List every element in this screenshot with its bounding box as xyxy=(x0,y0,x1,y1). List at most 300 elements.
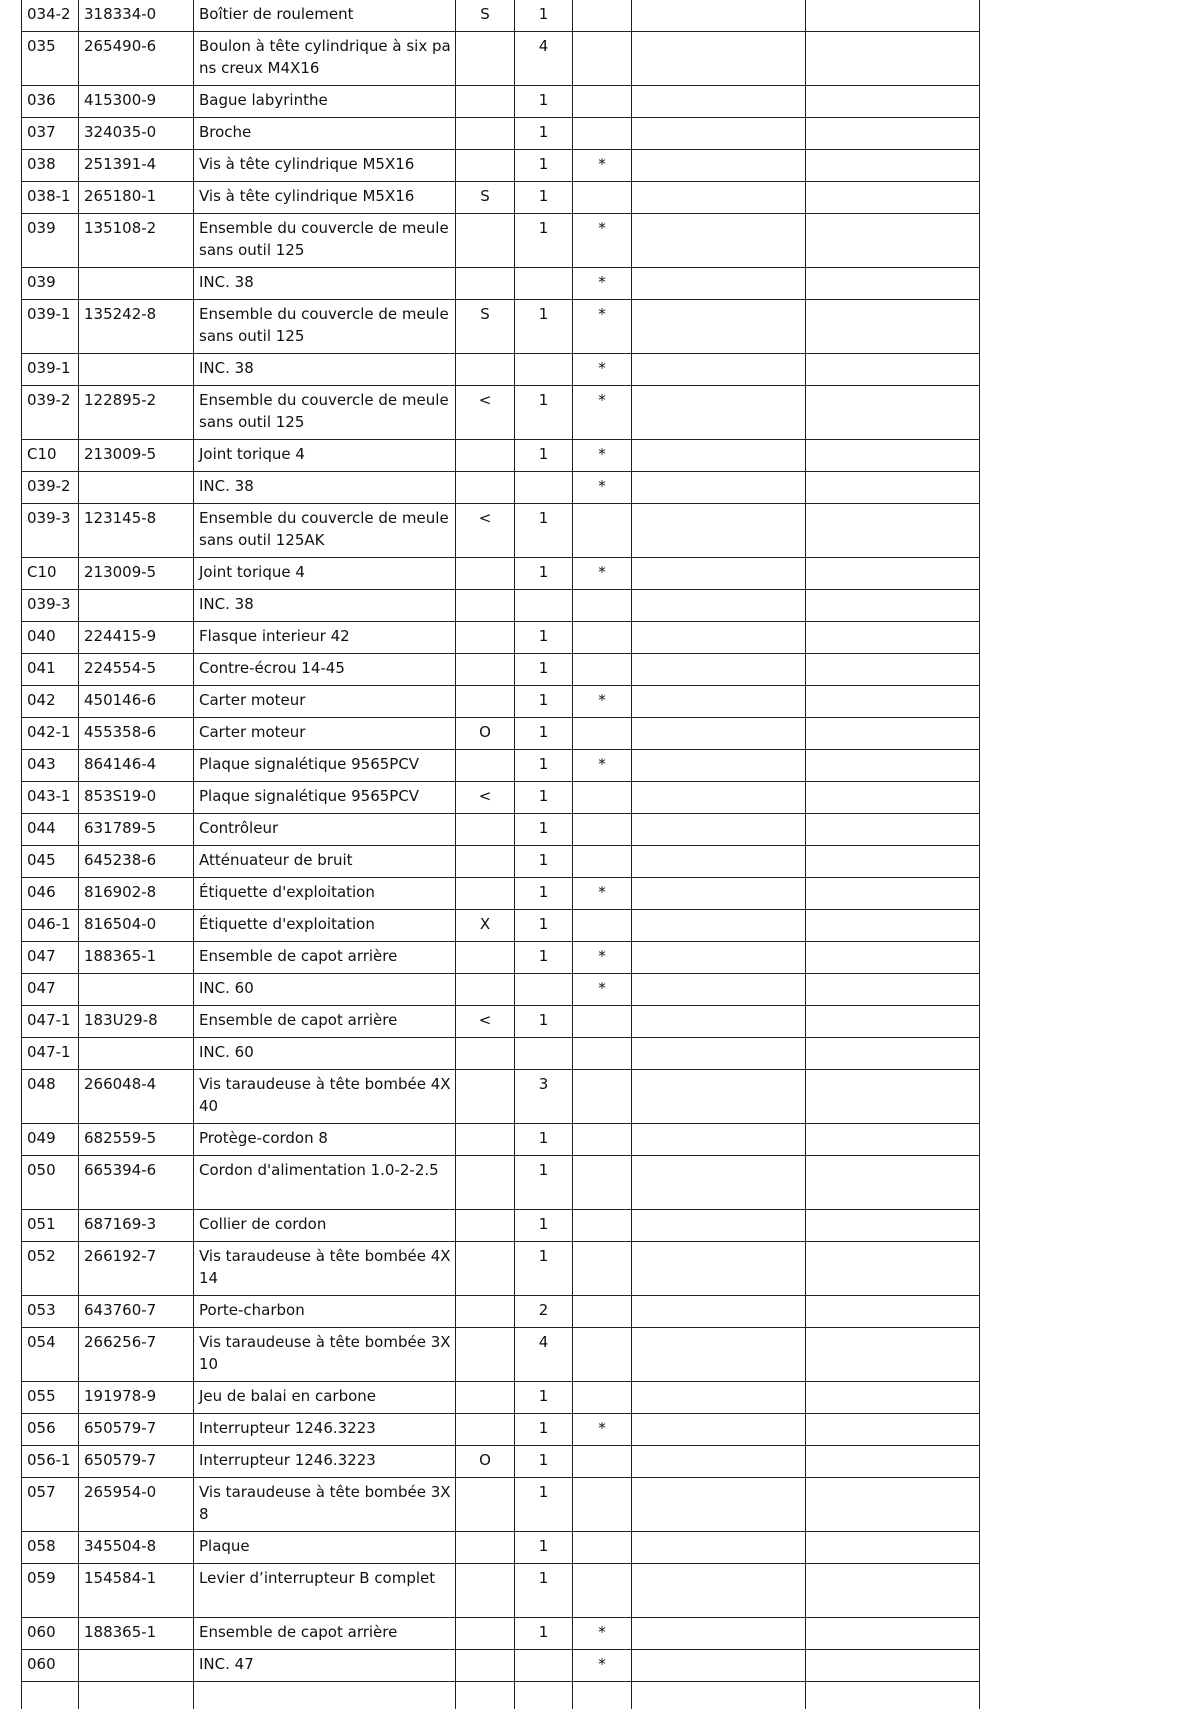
quantity-cell xyxy=(515,1682,573,1709)
part-number-cell: 455358-6 xyxy=(79,718,194,750)
description-cell: Interrupteur 1246.3223 xyxy=(194,1446,456,1478)
blank-cell xyxy=(632,1328,806,1382)
part-number-cell: 154584-1 xyxy=(79,1564,194,1618)
marker-cell xyxy=(573,118,632,150)
table-row xyxy=(22,974,980,1006)
marker-cell xyxy=(573,846,632,878)
marker-cell xyxy=(573,86,632,118)
quantity-cell: 1 xyxy=(515,214,573,268)
marker-cell xyxy=(573,814,632,846)
table-row xyxy=(22,386,980,440)
table-row xyxy=(22,1070,980,1124)
description-cell: Carter moteur xyxy=(194,686,456,718)
quantity-cell: 3 xyxy=(515,1070,573,1124)
quantity-cell xyxy=(515,472,573,504)
note-cell xyxy=(456,942,515,974)
note-cell xyxy=(456,1650,515,1682)
quantity-cell: 1 xyxy=(515,1242,573,1296)
quantity-cell: 1 xyxy=(515,750,573,782)
quantity-cell xyxy=(515,974,573,1006)
item-number-cell: 039-2 xyxy=(22,472,79,504)
note-cell xyxy=(456,1414,515,1446)
part-number-cell: 650579-7 xyxy=(79,1414,194,1446)
table-row xyxy=(22,590,980,622)
blank-cell xyxy=(806,654,980,686)
description-cell: INC. 47 xyxy=(194,1650,456,1682)
blank-cell xyxy=(632,1682,806,1709)
part-number-cell: 631789-5 xyxy=(79,814,194,846)
marker-cell: * xyxy=(573,214,632,268)
marker-cell: * xyxy=(573,268,632,300)
note-cell xyxy=(456,118,515,150)
note-cell xyxy=(456,1532,515,1564)
item-number-cell: 037 xyxy=(22,118,79,150)
part-number-cell: 188365-1 xyxy=(79,942,194,974)
blank-cell xyxy=(806,504,980,558)
marker-cell xyxy=(573,1382,632,1414)
blank-cell xyxy=(806,150,980,182)
table-row xyxy=(22,1038,980,1070)
marker-cell xyxy=(573,504,632,558)
part-number-cell: 816902-8 xyxy=(79,878,194,910)
blank-cell xyxy=(806,1532,980,1564)
item-number-cell: 059 xyxy=(22,1564,79,1618)
marker-cell xyxy=(573,1210,632,1242)
blank-cell xyxy=(806,32,980,86)
blank-cell xyxy=(806,214,980,268)
part-number-cell: 122895-2 xyxy=(79,386,194,440)
blank-cell xyxy=(632,846,806,878)
parts-list-page xyxy=(21,0,980,1709)
blank-cell xyxy=(632,558,806,590)
description-cell: Contre-écrou 14-45 xyxy=(194,654,456,686)
blank-cell xyxy=(806,118,980,150)
blank-cell xyxy=(806,1296,980,1328)
table-row xyxy=(22,718,980,750)
part-number-cell: 224415-9 xyxy=(79,622,194,654)
description-cell: Ensemble du couvercle de meule sans outil 125 xyxy=(194,300,456,354)
table-row xyxy=(22,1478,980,1532)
note-cell xyxy=(456,558,515,590)
description-cell: Plaque xyxy=(194,1532,456,1564)
marker-cell xyxy=(573,32,632,86)
table-row xyxy=(22,1242,980,1296)
note-cell xyxy=(456,1038,515,1070)
description-cell: Atténuateur de bruit xyxy=(194,846,456,878)
table-row xyxy=(22,214,980,268)
table-row xyxy=(22,942,980,974)
marker-cell: * xyxy=(573,1650,632,1682)
blank-cell xyxy=(632,1296,806,1328)
table-row xyxy=(22,910,980,942)
item-number-cell: 047 xyxy=(22,942,79,974)
marker-cell xyxy=(573,910,632,942)
part-number-cell: 266192-7 xyxy=(79,1242,194,1296)
table-row xyxy=(22,1296,980,1328)
note-cell xyxy=(456,1328,515,1382)
note-cell: S xyxy=(456,182,515,214)
table-row xyxy=(22,686,980,718)
quantity-cell: 1 xyxy=(515,718,573,750)
quantity-cell: 1 xyxy=(515,942,573,974)
note-cell xyxy=(456,1124,515,1156)
part-number-cell: 345504-8 xyxy=(79,1532,194,1564)
marker-cell xyxy=(573,1446,632,1478)
table-row xyxy=(22,1618,980,1650)
quantity-cell: 1 xyxy=(515,686,573,718)
description-cell: Étiquette d'exploitation xyxy=(194,878,456,910)
item-number-cell: 039-3 xyxy=(22,504,79,558)
description-cell: Boulon à tête cylindrique à six pans creux M4X16 xyxy=(194,32,456,86)
note-cell: < xyxy=(456,504,515,558)
blank-cell xyxy=(632,386,806,440)
description-cell: Vis taraudeuse à tête bombée 4X14 xyxy=(194,1242,456,1296)
marker-cell xyxy=(573,1328,632,1382)
table-row xyxy=(22,182,980,214)
note-cell xyxy=(456,214,515,268)
blank-cell xyxy=(632,1242,806,1296)
blank-cell xyxy=(632,268,806,300)
blank-cell xyxy=(632,622,806,654)
table-row xyxy=(22,814,980,846)
description-cell: Boîtier de roulement xyxy=(194,0,456,32)
description-cell: INC. 60 xyxy=(194,974,456,1006)
description-cell: Vis à tête cylindrique M5X16 xyxy=(194,150,456,182)
part-number-cell xyxy=(79,590,194,622)
table-row xyxy=(22,1414,980,1446)
table-row xyxy=(22,846,980,878)
quantity-cell: 1 xyxy=(515,1124,573,1156)
note-cell xyxy=(456,1296,515,1328)
part-number-cell xyxy=(79,268,194,300)
description-cell: Porte-charbon xyxy=(194,1296,456,1328)
item-number-cell: 046-1 xyxy=(22,910,79,942)
blank-cell xyxy=(806,86,980,118)
blank-cell xyxy=(632,1124,806,1156)
part-number-cell: 265180-1 xyxy=(79,182,194,214)
quantity-cell: 1 xyxy=(515,440,573,472)
note-cell xyxy=(456,472,515,504)
blank-cell xyxy=(806,1124,980,1156)
note-cell xyxy=(456,654,515,686)
blank-cell xyxy=(806,846,980,878)
table-row xyxy=(22,558,980,590)
note-cell xyxy=(456,1682,515,1709)
item-number-cell: 043-1 xyxy=(22,782,79,814)
blank-cell xyxy=(806,590,980,622)
quantity-cell: 1 xyxy=(515,300,573,354)
marker-cell: * xyxy=(573,354,632,386)
part-number-cell: 450146-6 xyxy=(79,686,194,718)
blank-cell xyxy=(632,1070,806,1124)
part-number-cell: 213009-5 xyxy=(79,558,194,590)
item-number-cell: 045 xyxy=(22,846,79,878)
description-cell: Broche xyxy=(194,118,456,150)
table-row xyxy=(22,150,980,182)
quantity-cell: 1 xyxy=(515,654,573,686)
part-number-cell xyxy=(79,472,194,504)
blank-cell xyxy=(806,182,980,214)
part-number-cell: 665394-6 xyxy=(79,1156,194,1210)
description-cell: INC. 38 xyxy=(194,472,456,504)
item-number-cell: 053 xyxy=(22,1296,79,1328)
marker-cell xyxy=(573,1006,632,1038)
part-number-cell xyxy=(79,1650,194,1682)
quantity-cell xyxy=(515,268,573,300)
marker-cell: * xyxy=(573,686,632,718)
quantity-cell: 1 xyxy=(515,846,573,878)
description-cell: Protège-cordon 8 xyxy=(194,1124,456,1156)
description-cell: Joint torique 4 xyxy=(194,440,456,472)
description-cell: Ensemble de capot arrière xyxy=(194,1006,456,1038)
part-number-cell: 266048-4 xyxy=(79,1070,194,1124)
table-row xyxy=(22,1532,980,1564)
item-number-cell: 041 xyxy=(22,654,79,686)
item-number-cell: 060 xyxy=(22,1618,79,1650)
blank-cell xyxy=(806,1070,980,1124)
note-cell xyxy=(456,814,515,846)
item-number-cell: 039-2 xyxy=(22,386,79,440)
blank-cell xyxy=(806,718,980,750)
blank-cell xyxy=(632,354,806,386)
part-number-cell: 324035-0 xyxy=(79,118,194,150)
table-row xyxy=(22,32,980,86)
item-number-cell: 038-1 xyxy=(22,182,79,214)
quantity-cell: 1 xyxy=(515,1478,573,1532)
description-cell: Joint torique 4 xyxy=(194,558,456,590)
blank-cell xyxy=(632,118,806,150)
blank-cell xyxy=(632,974,806,1006)
marker-cell xyxy=(573,654,632,686)
quantity-cell xyxy=(515,1650,573,1682)
blank-cell xyxy=(806,1618,980,1650)
marker-cell xyxy=(573,0,632,32)
quantity-cell: 1 xyxy=(515,878,573,910)
blank-cell xyxy=(632,1532,806,1564)
item-number-cell: 039-1 xyxy=(22,300,79,354)
part-number-cell: 251391-4 xyxy=(79,150,194,182)
part-number-cell: 682559-5 xyxy=(79,1124,194,1156)
blank-cell xyxy=(632,1478,806,1532)
table-row xyxy=(22,1328,980,1382)
note-cell: < xyxy=(456,386,515,440)
blank-cell xyxy=(806,0,980,32)
blank-cell xyxy=(806,386,980,440)
note-cell xyxy=(456,1070,515,1124)
table-row xyxy=(22,86,980,118)
item-number-cell: C10 xyxy=(22,558,79,590)
item-number-cell xyxy=(22,1682,79,1709)
part-number-cell xyxy=(79,354,194,386)
marker-cell xyxy=(573,1682,632,1709)
note-cell xyxy=(456,846,515,878)
part-number-cell: 224554-5 xyxy=(79,654,194,686)
table-row xyxy=(22,782,980,814)
blank-cell xyxy=(632,814,806,846)
item-number-cell: 047-1 xyxy=(22,1038,79,1070)
item-number-cell: 057 xyxy=(22,1478,79,1532)
marker-cell: * xyxy=(573,1414,632,1446)
blank-cell xyxy=(632,590,806,622)
note-cell xyxy=(456,354,515,386)
blank-cell xyxy=(632,718,806,750)
parts-table xyxy=(21,0,980,1709)
description-cell: Jeu de balai en carbone xyxy=(194,1382,456,1414)
quantity-cell: 1 xyxy=(515,558,573,590)
quantity-cell: 1 xyxy=(515,622,573,654)
item-number-cell: 052 xyxy=(22,1242,79,1296)
part-number-cell: 415300-9 xyxy=(79,86,194,118)
part-number-cell: 687169-3 xyxy=(79,1210,194,1242)
part-number-cell: 643760-7 xyxy=(79,1296,194,1328)
table-row xyxy=(22,354,980,386)
blank-cell xyxy=(806,622,980,654)
note-cell xyxy=(456,440,515,472)
blank-cell xyxy=(632,504,806,558)
item-number-cell: 060 xyxy=(22,1650,79,1682)
note-cell xyxy=(456,1242,515,1296)
quantity-cell xyxy=(515,590,573,622)
blank-cell xyxy=(632,686,806,718)
item-number-cell: 054 xyxy=(22,1328,79,1382)
note-cell xyxy=(456,86,515,118)
part-number-cell: 123145-8 xyxy=(79,504,194,558)
blank-cell xyxy=(806,440,980,472)
table-row xyxy=(22,1682,980,1709)
blank-cell xyxy=(632,86,806,118)
table-row xyxy=(22,1564,980,1618)
blank-cell xyxy=(806,782,980,814)
description-cell xyxy=(194,1682,456,1709)
note-cell: S xyxy=(456,300,515,354)
blank-cell xyxy=(632,1038,806,1070)
item-number-cell: 044 xyxy=(22,814,79,846)
part-number-cell: 188365-1 xyxy=(79,1618,194,1650)
blank-cell xyxy=(806,472,980,504)
quantity-cell: 1 xyxy=(515,1210,573,1242)
table-row xyxy=(22,118,980,150)
quantity-cell: 1 xyxy=(515,814,573,846)
table-row xyxy=(22,878,980,910)
description-cell: Cordon d'alimentation 1.0-2-2.5 xyxy=(194,1156,456,1210)
blank-cell xyxy=(806,910,980,942)
note-cell xyxy=(456,1156,515,1210)
table-row xyxy=(22,472,980,504)
blank-cell xyxy=(806,1242,980,1296)
description-cell: INC. 60 xyxy=(194,1038,456,1070)
quantity-cell xyxy=(515,354,573,386)
description-cell: Flasque interieur 42 xyxy=(194,622,456,654)
part-number-cell: 213009-5 xyxy=(79,440,194,472)
blank-cell xyxy=(632,214,806,268)
table-row xyxy=(22,268,980,300)
description-cell: Étiquette d'exploitation xyxy=(194,910,456,942)
blank-cell xyxy=(632,942,806,974)
part-number-cell: 864146-4 xyxy=(79,750,194,782)
part-number-cell: 816504-0 xyxy=(79,910,194,942)
marker-cell xyxy=(573,590,632,622)
item-number-cell: 047-1 xyxy=(22,1006,79,1038)
quantity-cell xyxy=(515,1038,573,1070)
marker-cell: * xyxy=(573,150,632,182)
description-cell: Plaque signalétique 9565PCV xyxy=(194,782,456,814)
table-row xyxy=(22,1006,980,1038)
item-number-cell: 039-3 xyxy=(22,590,79,622)
description-cell: Carter moteur xyxy=(194,718,456,750)
blank-cell xyxy=(806,974,980,1006)
quantity-cell: 1 xyxy=(515,782,573,814)
quantity-cell: 1 xyxy=(515,1618,573,1650)
item-number-cell: 046 xyxy=(22,878,79,910)
item-number-cell: 058 xyxy=(22,1532,79,1564)
description-cell: Ensemble du couvercle de meule sans outil 125AK xyxy=(194,504,456,558)
quantity-cell: 1 xyxy=(515,1532,573,1564)
marker-cell xyxy=(573,1124,632,1156)
note-cell xyxy=(456,32,515,86)
part-number-cell: 645238-6 xyxy=(79,846,194,878)
part-number-cell: 191978-9 xyxy=(79,1382,194,1414)
item-number-cell: 042 xyxy=(22,686,79,718)
marker-cell: * xyxy=(573,300,632,354)
blank-cell xyxy=(806,1038,980,1070)
blank-cell xyxy=(632,150,806,182)
quantity-cell: 1 xyxy=(515,386,573,440)
blank-cell xyxy=(806,750,980,782)
blank-cell xyxy=(806,1382,980,1414)
blank-cell xyxy=(806,1414,980,1446)
item-number-cell: 055 xyxy=(22,1382,79,1414)
table-row xyxy=(22,622,980,654)
marker-cell: * xyxy=(573,878,632,910)
description-cell: Ensemble de capot arrière xyxy=(194,1618,456,1650)
quantity-cell: 1 xyxy=(515,182,573,214)
blank-cell xyxy=(806,1210,980,1242)
item-number-cell: 039 xyxy=(22,214,79,268)
table-row xyxy=(22,654,980,686)
note-cell: < xyxy=(456,782,515,814)
blank-cell xyxy=(632,1414,806,1446)
blank-cell xyxy=(632,32,806,86)
quantity-cell: 1 xyxy=(515,910,573,942)
part-number-cell: 318334-0 xyxy=(79,0,194,32)
part-number-cell: 265954-0 xyxy=(79,1478,194,1532)
item-number-cell: 047 xyxy=(22,974,79,1006)
note-cell xyxy=(456,1210,515,1242)
blank-cell xyxy=(632,1156,806,1210)
note-cell xyxy=(456,686,515,718)
marker-cell xyxy=(573,622,632,654)
quantity-cell: 1 xyxy=(515,1446,573,1478)
blank-cell xyxy=(806,268,980,300)
part-number-cell: 650579-7 xyxy=(79,1446,194,1478)
table-row xyxy=(22,1446,980,1478)
table-row xyxy=(22,1382,980,1414)
note-cell xyxy=(456,878,515,910)
marker-cell xyxy=(573,1296,632,1328)
marker-cell xyxy=(573,1242,632,1296)
marker-cell: * xyxy=(573,1618,632,1650)
note-cell xyxy=(456,150,515,182)
table-row xyxy=(22,0,980,32)
marker-cell xyxy=(573,782,632,814)
item-number-cell: 056-1 xyxy=(22,1446,79,1478)
marker-cell: * xyxy=(573,750,632,782)
note-cell xyxy=(456,750,515,782)
blank-cell xyxy=(632,910,806,942)
description-cell: Vis taraudeuse à tête bombée 3X10 xyxy=(194,1328,456,1382)
note-cell xyxy=(456,974,515,1006)
item-number-cell: 042-1 xyxy=(22,718,79,750)
